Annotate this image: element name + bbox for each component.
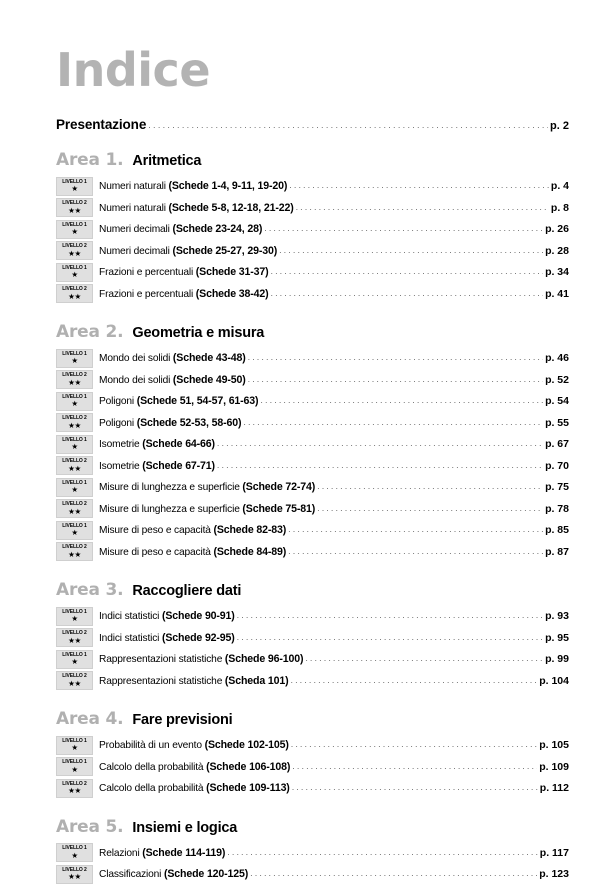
toc-line	[99, 438, 569, 450]
entry-title: Numeri decimali	[99, 245, 173, 257]
level-badge	[56, 241, 93, 260]
entry-label	[99, 352, 246, 364]
toc-entry[interactable]	[56, 627, 569, 649]
presentazione-label: Presentazione	[56, 117, 147, 133]
toc-entry[interactable]	[56, 369, 569, 391]
area-number: Area 5.	[56, 816, 124, 837]
entry-title: Calcolo della probabilità	[99, 783, 207, 795]
dot-leader	[289, 180, 549, 190]
entry-title: Numeri naturali	[99, 202, 169, 214]
star-icon: ★	[71, 442, 78, 452]
entry-page: p. 93	[545, 610, 569, 623]
level-badge	[56, 177, 93, 196]
level-badge	[56, 392, 93, 411]
entry-schede: (Schede 84-89)	[213, 545, 287, 558]
star-icon: ★	[71, 743, 78, 753]
entry-schede: (Schede 75-81)	[242, 502, 316, 515]
entry-page: p. 26	[545, 223, 569, 236]
toc-line	[99, 202, 569, 214]
dot-leader	[227, 847, 538, 857]
area-heading	[56, 580, 569, 600]
toc-line	[99, 653, 569, 665]
level-badge	[56, 843, 93, 862]
toc-line	[99, 868, 569, 880]
entry-label	[99, 675, 288, 687]
level-badge-label: LIVELLO 1	[62, 436, 87, 443]
entry-label	[99, 524, 286, 536]
dot-leader	[290, 675, 537, 685]
level-badge	[56, 671, 93, 690]
toc-entry[interactable]	[56, 756, 569, 778]
entry-page: p. 109	[539, 760, 569, 773]
star-icon: ★★	[68, 377, 81, 387]
level-badge-label: LIVELLO 1	[62, 845, 87, 852]
area-heading	[56, 150, 569, 170]
star-icon: ★★	[68, 420, 81, 430]
toc-entry[interactable]	[56, 734, 569, 756]
toc-line	[99, 632, 569, 644]
level-badge	[56, 542, 93, 561]
area-heading	[56, 709, 569, 729]
entry-page: p. 117	[539, 846, 569, 859]
dot-leader	[296, 202, 549, 212]
level-badge-label: LIVELLO 1	[62, 350, 87, 357]
star-icon: ★	[71, 184, 78, 194]
area-block	[56, 709, 569, 799]
toc-entry[interactable]	[56, 498, 569, 520]
toc-line	[99, 180, 569, 192]
star-icon: ★★	[68, 872, 81, 882]
dot-leader	[292, 782, 538, 792]
area-number: Area 1.	[56, 150, 124, 171]
entry-schede: (Schede 51, 54-57, 61-63)	[136, 395, 259, 408]
toc-line	[99, 352, 569, 364]
entry-title: Poligoni	[99, 417, 137, 429]
level-badge	[56, 456, 93, 475]
area-name: Geometria e misura	[132, 325, 265, 342]
level-badge	[56, 478, 93, 497]
entry-title: Rappresentazioni statistiche	[99, 654, 225, 666]
star-icon: ★	[71, 356, 78, 366]
entry-label	[99, 610, 235, 622]
entry-title: Poligoni	[99, 396, 137, 408]
star-icon: ★	[71, 614, 78, 624]
page-title: Indice	[56, 43, 211, 97]
presentazione-row[interactable]	[56, 117, 569, 132]
entry-page: p. 78	[545, 502, 569, 515]
area-name: Fare previsioni	[132, 712, 233, 729]
star-icon: ★★	[68, 786, 81, 796]
star-icon: ★	[71, 657, 78, 667]
entry-schede: (Schede 90-91)	[161, 610, 235, 623]
star-icon: ★	[71, 485, 78, 495]
star-icon: ★★	[68, 463, 81, 473]
entry-title: Misure di lunghezza e superficie	[99, 482, 243, 494]
dot-leader	[237, 610, 543, 620]
level-badge	[56, 284, 93, 303]
area-block	[56, 150, 569, 304]
dot-leader	[217, 460, 543, 470]
level-badge-label: LIVELLO 2	[62, 544, 87, 551]
entry-label	[99, 180, 287, 192]
entry-page: p. 34	[545, 266, 569, 279]
toc-entry[interactable]	[56, 283, 569, 305]
toc-line	[99, 374, 569, 386]
toc-entry[interactable]	[56, 842, 569, 864]
dot-leader	[217, 438, 543, 448]
entry-schede: (Schede 25-27, 29-30)	[172, 244, 278, 257]
dot-leader	[248, 352, 543, 362]
entry-schede: (Schede 5-8, 12-18, 21-22)	[168, 201, 294, 214]
toc-entry[interactable]	[56, 455, 569, 477]
entry-label	[99, 546, 286, 558]
level-badge	[56, 435, 93, 454]
dot-leader	[237, 632, 543, 642]
toc-entry[interactable]	[56, 433, 569, 455]
star-icon: ★★	[68, 549, 81, 559]
area-block	[56, 322, 569, 562]
toc-line	[99, 610, 569, 622]
level-badge-label: LIVELLO 1	[62, 393, 87, 400]
level-badge-label: LIVELLO 2	[62, 501, 87, 508]
entry-title: Numeri naturali	[99, 181, 169, 193]
entry-title: Frazioni e percentuali	[99, 267, 196, 279]
level-badge-label: LIVELLO 2	[62, 415, 87, 422]
toc-line	[99, 524, 569, 536]
star-icon: ★★	[68, 678, 81, 688]
dot-leader	[288, 546, 543, 556]
entry-title: Calcolo della probabilità	[99, 761, 207, 773]
level-badge	[56, 370, 93, 389]
entry-label	[99, 374, 246, 386]
area-name: Insiemi e logica	[132, 819, 238, 836]
entry-label	[99, 395, 258, 407]
toc-entry[interactable]	[56, 390, 569, 412]
star-icon: ★★	[68, 506, 81, 516]
entry-schede: (Schede 102-105)	[204, 739, 289, 752]
dot-leader	[317, 481, 543, 491]
toc-entry[interactable]	[56, 261, 569, 283]
toc-line	[99, 675, 569, 687]
toc-entry[interactable]	[56, 670, 569, 692]
entry-schede: (Schede 64-66)	[142, 438, 215, 451]
entry-label	[99, 653, 303, 665]
level-badge	[56, 413, 93, 432]
entry-page: p. 99	[545, 653, 569, 666]
toc-line	[99, 395, 569, 407]
entry-title: Misure di peso e capacità	[99, 525, 214, 537]
entry-page: p. 70	[545, 459, 569, 472]
level-badge-label: LIVELLO 2	[62, 780, 87, 787]
toc-entry[interactable]	[56, 476, 569, 498]
level-badge	[56, 607, 93, 626]
dot-leader	[305, 653, 543, 663]
toc-entry[interactable]	[56, 412, 569, 434]
entry-title: Mondo dei solidi	[99, 374, 173, 386]
dot-leader	[279, 245, 543, 255]
entry-label	[99, 632, 235, 644]
toc-entry[interactable]	[56, 541, 569, 563]
area-name: Raccogliere dati	[132, 583, 242, 600]
area-number: Area 4.	[56, 709, 124, 730]
entry-label	[99, 481, 315, 493]
level-badge-label: LIVELLO 2	[62, 200, 87, 207]
entry-page: p. 54	[545, 395, 569, 408]
toc-line	[99, 782, 569, 794]
toc-line	[99, 245, 569, 257]
toc-entry[interactable]	[56, 519, 569, 541]
entry-page: p. 41	[545, 287, 569, 300]
toc-line	[99, 481, 569, 493]
entry-schede: (Schede 49-50)	[172, 373, 246, 386]
level-badge-label: LIVELLO 1	[62, 759, 87, 766]
entry-schede: (Schede 114-119)	[142, 846, 226, 859]
level-badge-label: LIVELLO 1	[62, 737, 87, 744]
star-icon: ★★	[68, 291, 81, 301]
dot-leader	[317, 503, 543, 513]
dot-leader	[243, 417, 543, 427]
level-badge-label: LIVELLO 2	[62, 286, 87, 293]
entry-label	[99, 761, 290, 773]
toc-entry[interactable]	[56, 240, 569, 262]
level-badge-label: LIVELLO 1	[62, 479, 87, 486]
area-number: Area 3.	[56, 580, 124, 601]
level-badge-label: LIVELLO 2	[62, 243, 87, 250]
level-badge-label: LIVELLO 1	[62, 651, 87, 658]
entry-label	[99, 266, 268, 278]
area-number: Area 2.	[56, 322, 124, 343]
entry-label	[99, 503, 315, 515]
toc-entry[interactable]	[56, 648, 569, 670]
dot-leader	[292, 761, 537, 771]
dot-leader	[270, 288, 543, 298]
level-badge	[56, 650, 93, 669]
level-badge-label: LIVELLO 1	[62, 608, 87, 615]
level-badge	[56, 220, 93, 239]
entry-page: p. 55	[545, 416, 569, 429]
dot-leader	[260, 395, 543, 405]
entry-title: Misure di lunghezza e superficie	[99, 503, 243, 515]
area-block	[56, 580, 569, 691]
entry-title: Rappresentazioni statistiche	[99, 675, 225, 687]
entry-page: p. 75	[545, 481, 569, 494]
entry-title: Isometrie	[99, 460, 143, 472]
level-badge-label: LIVELLO 2	[62, 458, 87, 465]
star-icon: ★	[71, 528, 78, 538]
entry-label	[99, 782, 290, 794]
area-block	[56, 817, 569, 885]
toc-line	[99, 503, 569, 515]
level-badge-label: LIVELLO 1	[62, 264, 87, 271]
entry-page: p. 4	[550, 180, 569, 193]
star-icon: ★★	[68, 248, 81, 258]
level-badge	[56, 628, 93, 647]
star-icon: ★	[71, 764, 78, 774]
entry-title: Isometrie	[99, 439, 143, 451]
toc-line	[99, 847, 569, 859]
entry-label	[99, 739, 289, 751]
entry-schede: (Schede 72-74)	[242, 481, 316, 494]
toc-line	[99, 223, 569, 235]
toc-entry[interactable]	[56, 175, 569, 197]
area-heading	[56, 817, 569, 837]
level-badge	[56, 198, 93, 217]
entry-schede: (Schede 92-95)	[161, 631, 235, 644]
level-badge	[56, 779, 93, 798]
toc-line	[99, 739, 569, 751]
entry-title: Frazioni e percentuali	[99, 288, 196, 300]
level-badge	[56, 263, 93, 282]
entry-schede: (Schede 38-42)	[195, 287, 269, 300]
dot-leader	[291, 739, 537, 749]
area-name: Aritmetica	[132, 153, 202, 170]
entry-title: Misure di peso e capacità	[99, 546, 214, 558]
star-icon: ★★	[68, 205, 81, 215]
toc-line	[99, 761, 569, 773]
toc-entry[interactable]	[56, 605, 569, 627]
entry-page: p. 28	[545, 244, 569, 257]
entry-label	[99, 868, 248, 880]
entry-page: p. 52	[545, 373, 569, 386]
entry-label	[99, 847, 225, 859]
entry-title: Relazioni	[99, 847, 143, 859]
entry-page: p. 105	[539, 739, 569, 752]
toc-entry[interactable]	[56, 347, 569, 369]
entry-label	[99, 202, 294, 214]
level-badge	[56, 521, 93, 540]
entry-schede: (Schede 109-113)	[206, 782, 290, 795]
level-badge-label: LIVELLO 2	[62, 372, 87, 379]
level-badge-label: LIVELLO 2	[62, 673, 87, 680]
entry-page: p. 95	[545, 631, 569, 644]
toc-line	[56, 117, 569, 132]
level-badge	[56, 736, 93, 755]
entry-page: p. 104	[539, 674, 569, 687]
entry-schede: (Schede 120-125)	[163, 868, 249, 881]
toc-line	[99, 266, 569, 278]
entry-title: Probabilità di un evento	[99, 740, 205, 752]
level-badge-label: LIVELLO 1	[62, 221, 87, 228]
entry-page: p. 112	[539, 782, 569, 795]
entry-schede: (Scheda 101)	[224, 674, 289, 687]
entry-page: p. 46	[545, 352, 569, 365]
entry-title: Classificazioni	[99, 869, 164, 881]
level-badge	[56, 349, 93, 368]
entry-label	[99, 223, 262, 235]
toc-line	[99, 288, 569, 300]
level-badge	[56, 865, 93, 884]
toc-entry[interactable]	[56, 777, 569, 799]
entry-schede: (Schede 43-48)	[172, 352, 246, 365]
star-icon: ★	[71, 399, 78, 409]
entry-page: p. 67	[545, 438, 569, 451]
star-icon: ★	[71, 227, 78, 237]
level-badge-label: LIVELLO 1	[62, 522, 87, 529]
entry-schede: (Schede 23-24, 28)	[172, 223, 263, 236]
area-heading	[56, 322, 569, 342]
areas-container	[56, 150, 569, 885]
entry-page: p. 8	[550, 201, 569, 214]
toc-entry[interactable]	[56, 218, 569, 240]
star-icon: ★★	[68, 635, 81, 645]
entry-label	[99, 460, 215, 472]
entry-page: p. 87	[545, 545, 569, 558]
entry-title: Numeri decimali	[99, 224, 173, 236]
star-icon: ★	[71, 850, 78, 860]
star-icon: ★	[71, 270, 78, 280]
level-badge-label: LIVELLO 2	[62, 630, 87, 637]
toc-line	[99, 417, 569, 429]
entry-label	[99, 417, 241, 429]
entry-schede: (Schede 1-4, 9-11, 19-20)	[168, 180, 288, 193]
toc-entry[interactable]	[56, 197, 569, 219]
entry-page: p. 85	[545, 524, 569, 537]
entry-schede: (Schede 52-53, 58-60)	[136, 416, 242, 429]
entry-label	[99, 438, 215, 450]
dot-leader	[148, 120, 548, 130]
entry-schede: (Schede 96-100)	[224, 653, 304, 666]
toc-entry[interactable]	[56, 863, 569, 885]
toc-line	[99, 546, 569, 558]
entry-schede: (Schede 31-37)	[195, 266, 269, 279]
level-badge-label: LIVELLO 1	[62, 178, 87, 185]
entry-title: Indici statistici	[99, 611, 162, 623]
entry-title: Indici statistici	[99, 632, 162, 644]
entry-schede: (Schede 82-83)	[213, 524, 287, 537]
entry-label	[99, 245, 277, 257]
entry-label	[99, 288, 268, 300]
presentazione-page: p. 2	[550, 120, 569, 133]
dot-leader	[264, 223, 543, 233]
level-badge	[56, 757, 93, 776]
dot-leader	[250, 868, 537, 878]
dot-leader	[270, 266, 543, 276]
entry-schede: (Schede 67-71)	[142, 459, 215, 472]
level-badge	[56, 499, 93, 518]
dot-leader	[248, 374, 543, 384]
level-badge-label: LIVELLO 2	[62, 866, 87, 873]
entry-title: Mondo dei solidi	[99, 353, 173, 365]
entry-schede: (Schede 106-108)	[206, 760, 291, 773]
toc-line	[99, 460, 569, 472]
dot-leader	[288, 524, 543, 534]
entry-page: p. 123	[539, 868, 569, 881]
